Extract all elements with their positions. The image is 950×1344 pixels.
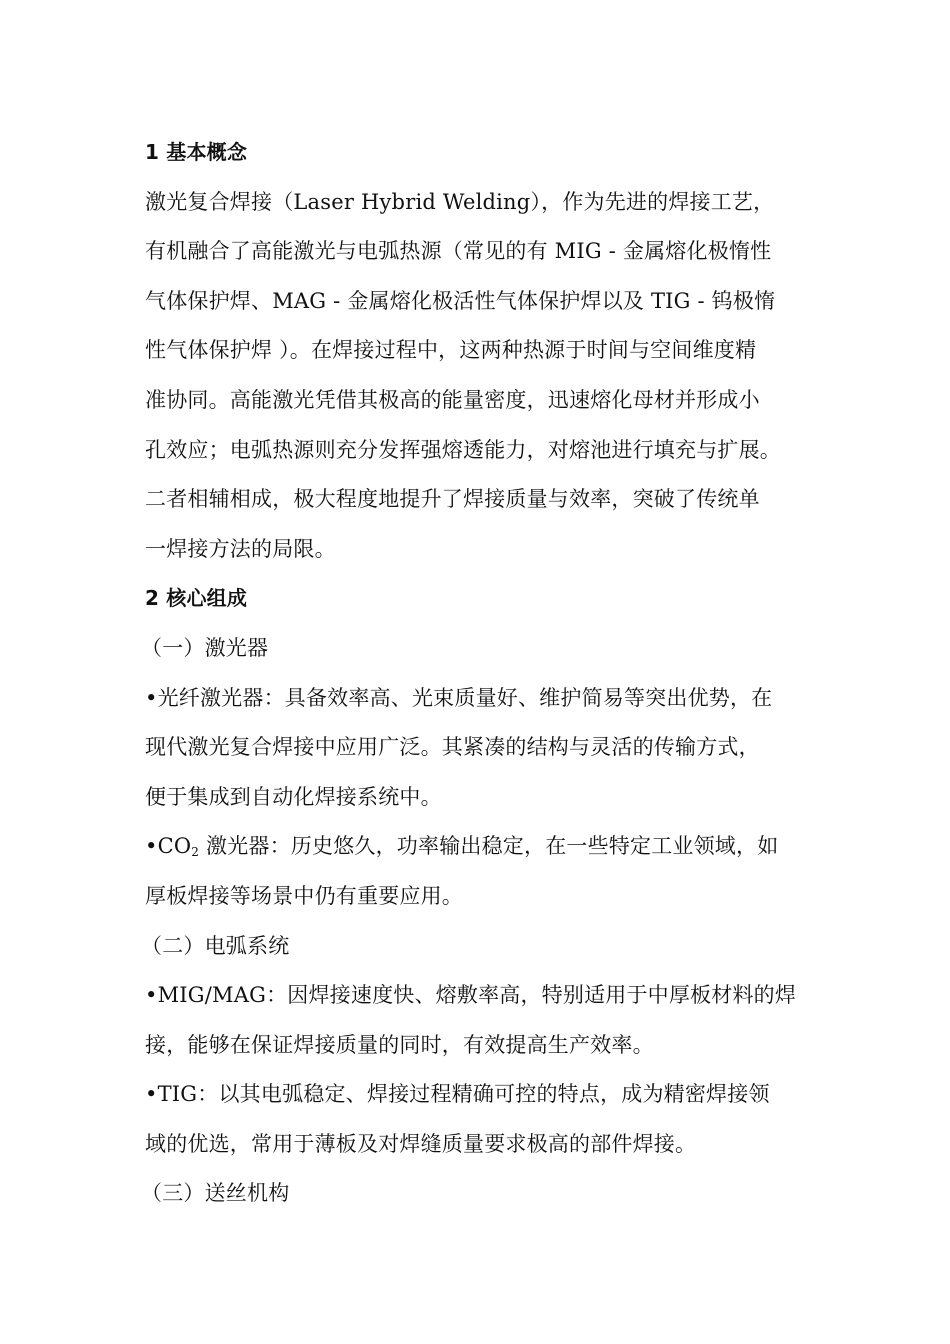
- paragraph-line: 孔效应；电弧热源则充分发挥强熔透能力，对熔池进行填充与扩展。: [145, 437, 781, 462]
- bullet-line-fiber-laser: 便于集成到自动化焊接系统中。: [145, 784, 442, 809]
- paragraph-line: 激光复合焊接（Laser Hybrid Welding），作为先进的焊接工艺，: [145, 189, 775, 214]
- bullet-line-co2-laser: [145, 822, 815, 872]
- section-heading-basic-concept: 1 基本概念: [145, 140, 248, 164]
- bullet-line-tig: •TIG：以其电弧稳定、焊接过程精确可控的特点，成为精密焊接领: [145, 1082, 770, 1107]
- paragraph-line: 二者相辅相成，极大程度地提升了焊接质量与效率，突破了传统单: [145, 487, 760, 512]
- paragraph-line: 一焊接方法的局限。: [145, 536, 336, 561]
- bullet-line-mig-mag: •MIG/MAG：因焊接速度快、熔敷率高，特别适用于中厚板材料的焊: [145, 983, 797, 1008]
- bullet-line-mig-mag: 接，能够在保证焊接质量的同时，有效提高生产效率。: [145, 1032, 654, 1057]
- bullet-line-tig: 域的优选，常用于薄板及对焊缝质量要求极高的部件焊接。: [145, 1131, 697, 1156]
- document-page: [141, 128, 815, 1219]
- co2-prefix: •CO: [145, 834, 192, 859]
- paragraph-line: 准协同。高能激光凭借其极高的能量密度，迅速熔化母材并形成小: [145, 387, 760, 412]
- subsection-title-laser: （一）激光器: [141, 635, 269, 660]
- paragraph-line: 气体保护焊、MAG - 金属熔化极活性气体保护焊以及 TIG - 钨极惰: [145, 288, 776, 313]
- co2-rest: 激光器：历史悠久，功率输出稳定，在一些特定工业领域，如: [199, 834, 779, 859]
- paragraph-line: 有机融合了高能激光与电弧热源（常见的有 MIG - 金属熔化极惰性: [145, 239, 772, 264]
- section-heading-core-components: 2 核心组成: [145, 586, 248, 611]
- co2-subscript: 2: [191, 845, 200, 860]
- bullet-line-co2-laser: 厚板焊接等场景中仍有重要应用。: [145, 883, 463, 908]
- subsection-title-arc-system: （二）电弧系统: [141, 933, 290, 958]
- subsection-title-wire-feeder: （三）送丝机构: [141, 1181, 290, 1206]
- bullet-line-fiber-laser: •光纤激光器：具备效率高、光束质量好、维护简易等突出优势，在: [145, 685, 773, 710]
- bullet-line-fiber-laser: 现代激光复合焊接中应用广泛。其紧凑的结构与灵活的传输方式，: [145, 735, 760, 760]
- paragraph-line: 性气体保护焊 ）。在焊接过程中，这两种热源于时间与空间维度精: [145, 338, 757, 363]
